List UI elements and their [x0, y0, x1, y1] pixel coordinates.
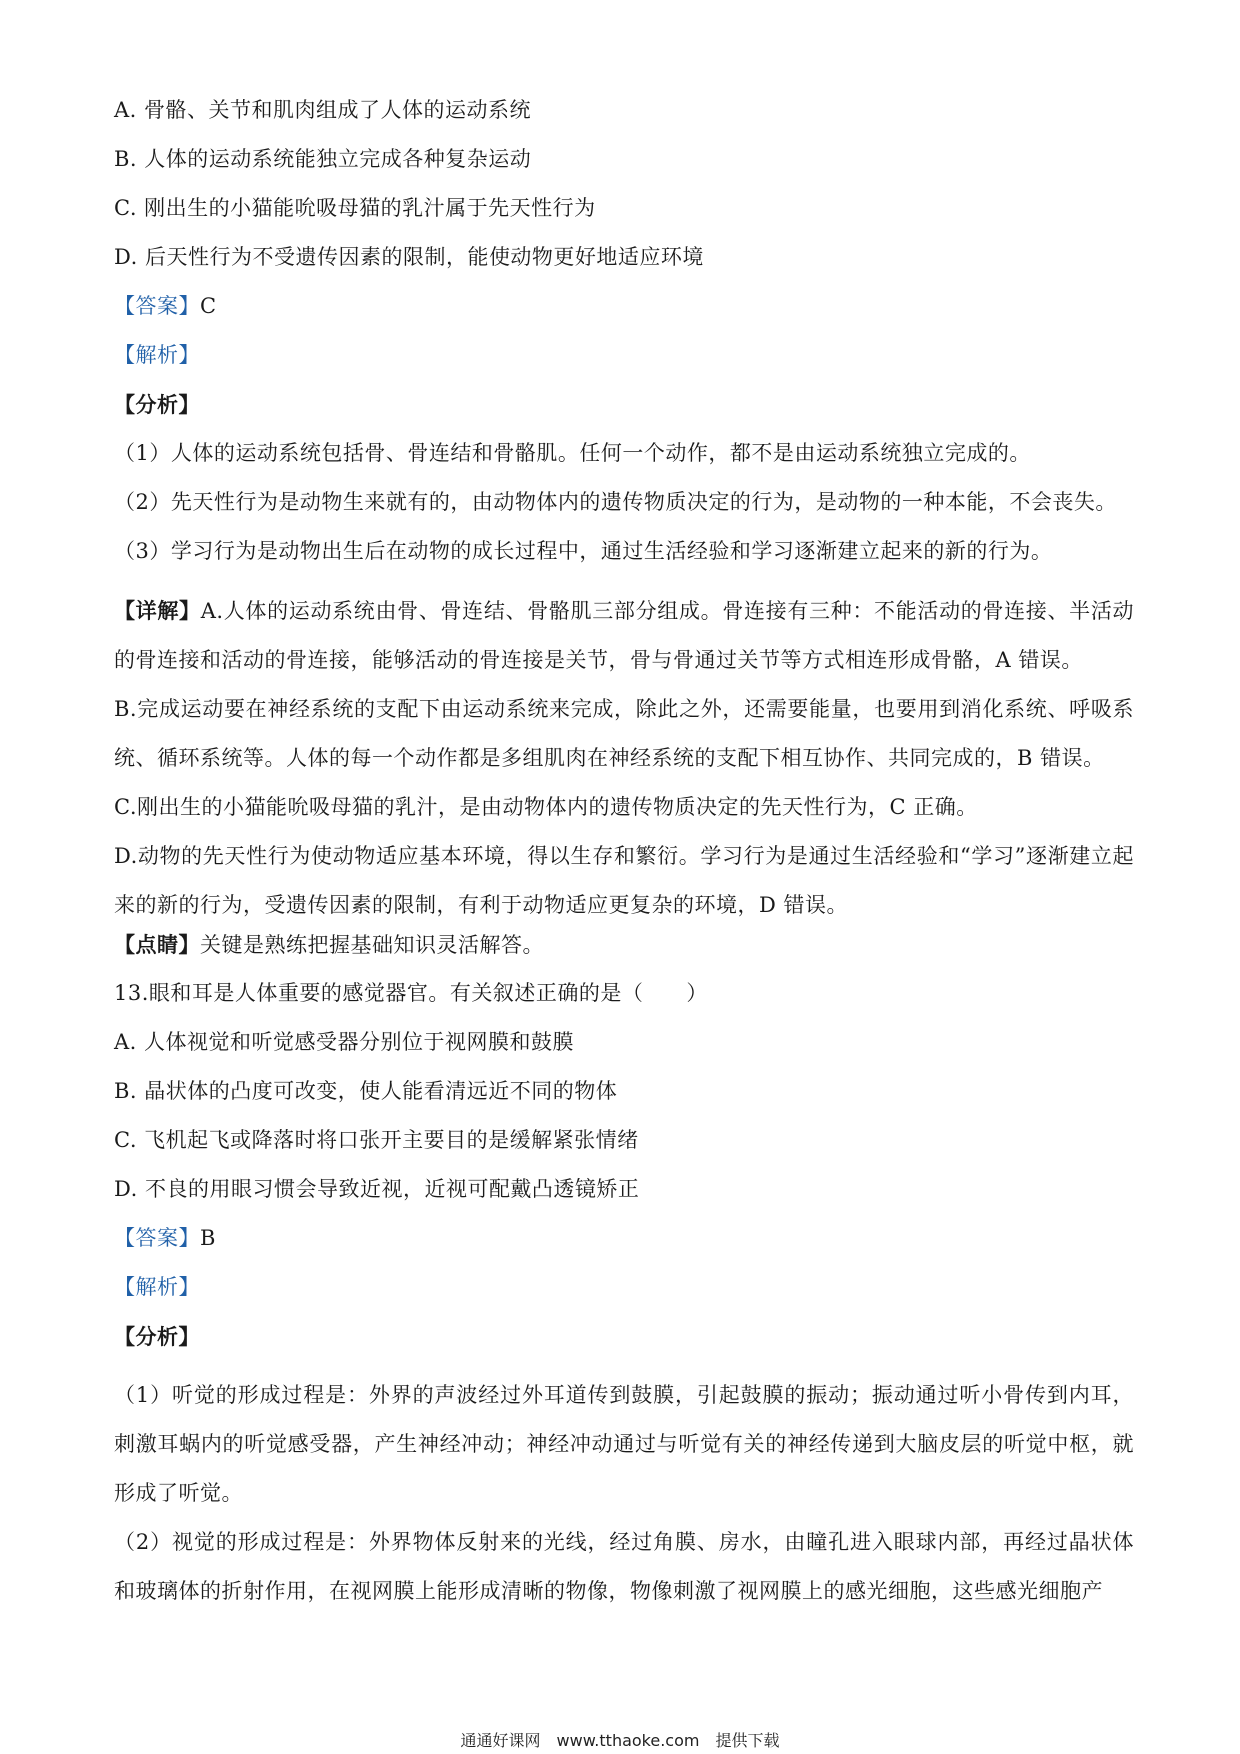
document-page: [114, 96, 1134, 1616]
answer-value: C: [200, 294, 217, 318]
answer-value: B: [200, 1226, 216, 1250]
answer-label: 【答案】: [114, 294, 200, 318]
q12-detail-b: B.完成运动要在神经系统的支配下由运动系统来完成，除此之外，还需要能量，也要用到消化系统、呼吸系统、循环系统等。人体的每一个动作都是多组肌肉在神经系统的支配下相互协作、共同完成的，B 错误。: [114, 697, 1134, 770]
q12-fenxi-1: （1）人体的运动系统包括骨、骨连结和骨骼肌。任何一个动作，都不是由运动系统独立完成的。: [114, 441, 1031, 465]
q13-stem: 13.眼和耳是人体重要的感觉器官。有关叙述正确的是（ ）: [114, 981, 708, 1005]
q12-answer: [114, 292, 1134, 341]
q12-option-d: D. 后天性行为不受遗传因素的限制，能使动物更好地适应环境: [114, 245, 704, 269]
q13-option-d: D. 不良的用眼习惯会导致近视，近视可配戴凸透镜矫正: [114, 1177, 640, 1201]
q12-fenxi-2: （2）先天性行为是动物生来就有的，由动物体内的遗传物质决定的行为，是动物的一种本能，不会丧失。: [114, 490, 1117, 514]
q12-detail-a: [114, 586, 1134, 685]
detail-a-text: A.人体的运动系统由骨、骨连结、骨骼肌三部分组成。骨连接有三种：不能活动的骨连接、半活动的骨连接和活动的骨连接，能够活动的骨连接是关节，骨与骨通过关节等方式相连形成骨骼，A 错误。: [114, 599, 1135, 672]
q13-analysis-label: 【解析】: [114, 1275, 200, 1299]
q13-option-c: C. 飞机起飞或降落时将口张开主要目的是缓解紧张情绪: [114, 1128, 639, 1152]
q13-fenxi-1: （1）听觉的形成过程是：外界的声波经过外耳道传到鼓膜，引起鼓膜的振动；振动通过听小骨传到内耳，刺激耳蜗内的听觉感受器，产生神经冲动；神经冲动通过与听觉有关的神经传递到大脑皮层的听觉中枢，就形成了听觉。: [114, 1383, 1134, 1505]
q13-option-a: A. 人体视觉和听觉感受器分别位于视网膜和鼓膜: [114, 1030, 575, 1054]
detail-label: 【详解】: [114, 598, 201, 623]
q12-fenxi-3: （3）学习行为是动物出生后在动物的成长过程中，通过生活经验和学习逐渐建立起来的新的行为。: [114, 539, 1053, 563]
q12-option-b: B. 人体的运动系统能独立完成各种复杂运动: [114, 147, 532, 171]
q12-detail-d: D.动物的先天性行为使动物适应基本环境，得以生存和繁衍。学习行为是通过生活经验和“学习”逐渐建立起来的新的行为，受遗传因素的限制，有利于动物适应更复杂的环境，D 错误。: [114, 844, 1134, 917]
q12-analysis-label: 【解析】: [114, 343, 200, 367]
q12-dianjing: [114, 930, 1134, 979]
page-footer: 通通好课网 www.tthaoke.com 提供下载: [460, 1731, 780, 1750]
answer-label: 【答案】: [114, 1226, 200, 1250]
dianjing-text: 关键是熟练把握基础知识灵活解答。: [200, 933, 544, 957]
q12-detail-c: C.刚出生的小猫能吮吸母猫的乳汁，是由动物体内的遗传物质决定的先天性行为，C 正确。: [114, 795, 978, 819]
q13-option-b: B. 晶状体的凸度可改变，使人能看清远近不同的物体: [114, 1079, 618, 1103]
q12-option-a: A. 骨骼、关节和肌肉组成了人体的运动系统: [114, 98, 532, 122]
dianjing-label: 【点睛】: [114, 932, 200, 957]
q13-fenxi-label: 【分析】: [114, 1324, 200, 1349]
q12-fenxi-label: 【分析】: [114, 392, 200, 417]
q13-answer: [114, 1224, 1134, 1273]
q13-fenxi-2: （2）视觉的形成过程是：外界物体反射来的光线，经过角膜、房水，由瞳孔进入眼球内部，再经过晶状体和玻璃体的折射作用，在视网膜上能形成清晰的物像，物像刺激了视网膜上的感光细胞，这些感光细胞产: [114, 1530, 1134, 1603]
q12-option-c: C. 刚出生的小猫能吮吸母猫的乳汁属于先天性行为: [114, 196, 596, 220]
